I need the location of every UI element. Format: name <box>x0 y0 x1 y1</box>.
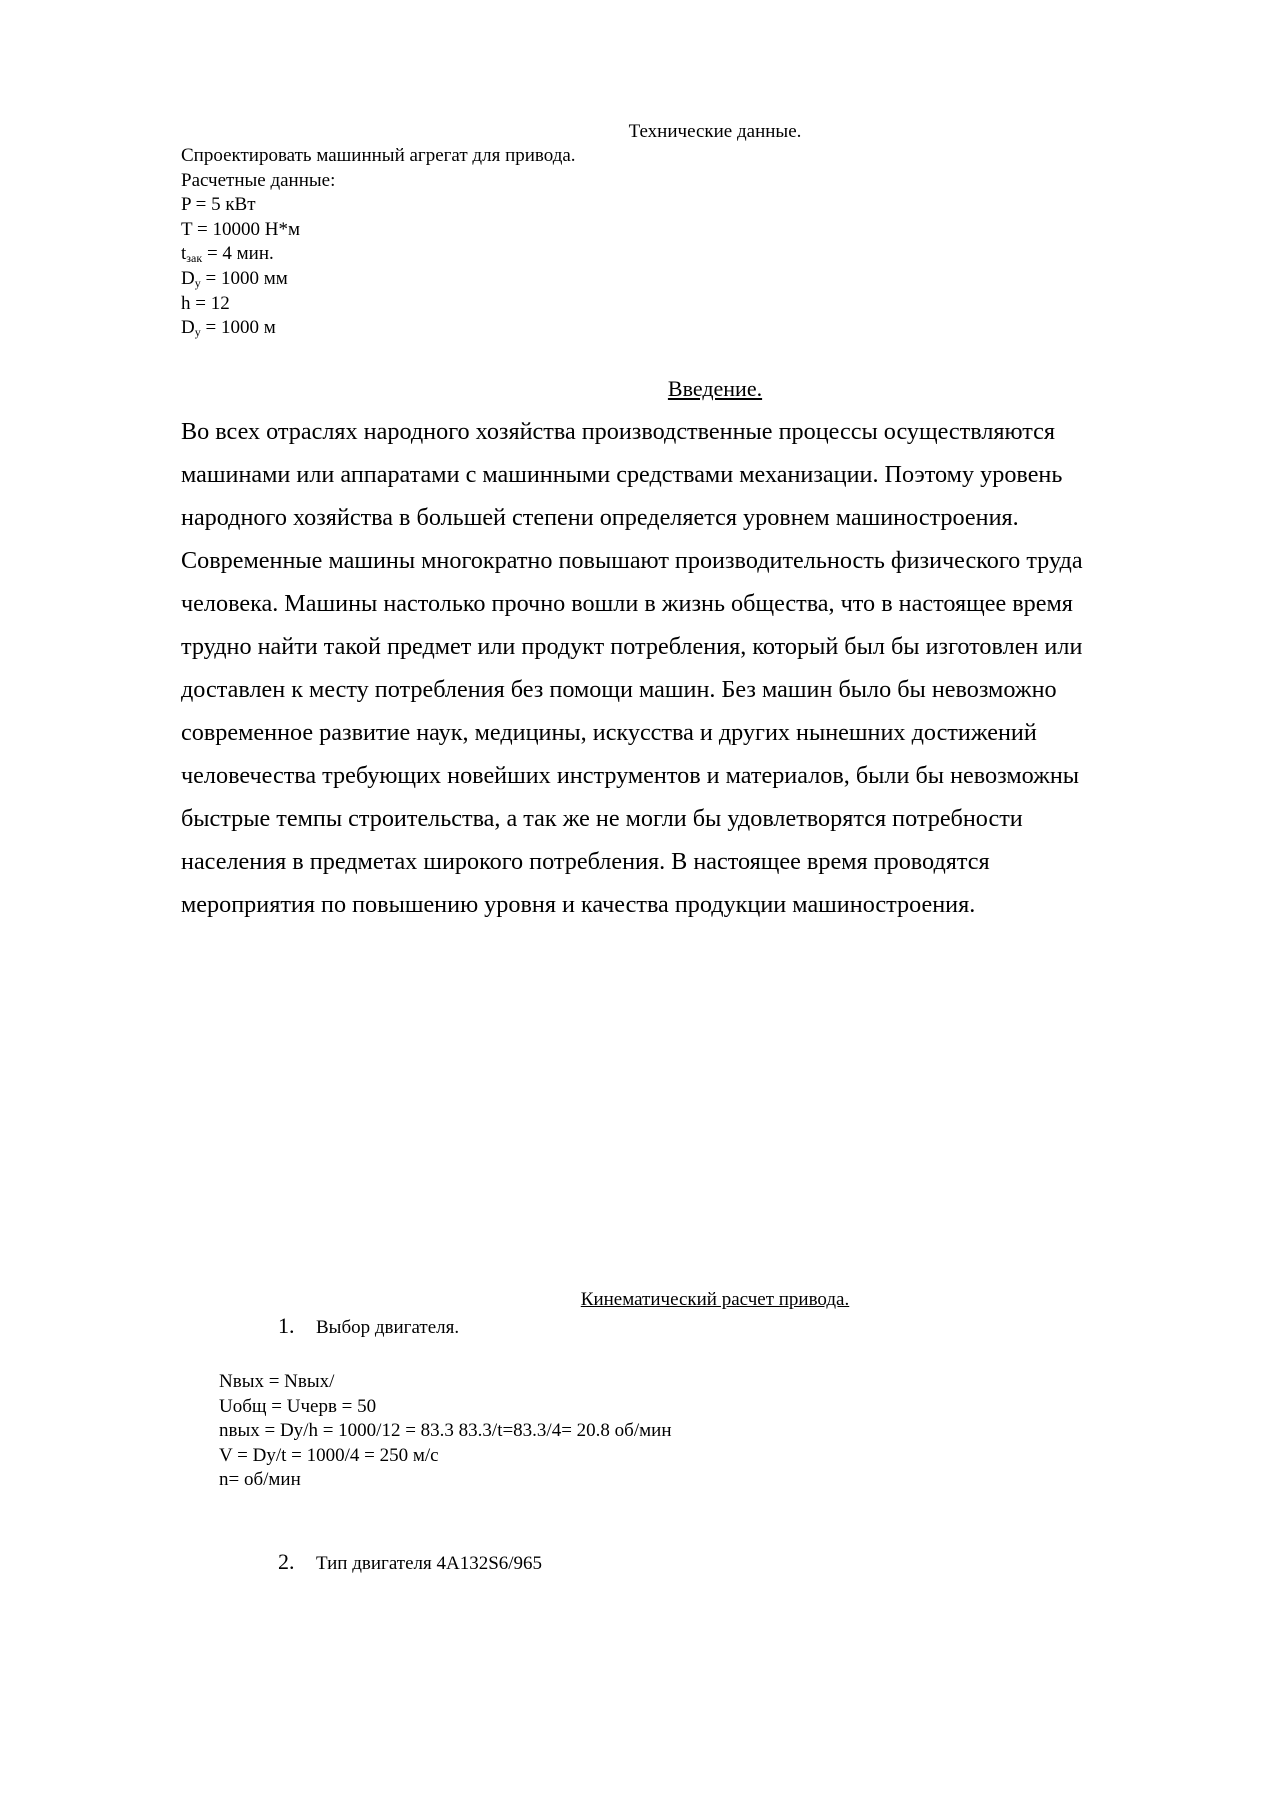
list-number: 2. <box>278 1549 295 1574</box>
paragraph-line: Во всех отраслях народного хозяйства производственные процессы осуществляются <box>181 418 1055 445</box>
task-statement: Спроектировать машинный агрегат для привода. <box>181 145 576 166</box>
paragraph-line: народного хозяйства в большей степени определяется уровнем машиностроения. <box>181 504 1019 531</box>
paragraph-line: человечества требующих новейших инструментов и материалов, были бы невозможны <box>181 762 1080 789</box>
list-item-text: Выбор двигателя. <box>316 1317 460 1338</box>
paragraph-line: мероприятия по повышению уровня и качества продукции машиностроения. <box>181 891 976 918</box>
diameter-value-2: $D_у = 1000$ м <box>181 317 276 340</box>
paragraph-line: доставлен к месту потребления без помощи машин. Без машин было бы невозможно <box>181 676 1057 703</box>
list-item-text: Тип двигателя 4А132S6/965 <box>316 1553 543 1574</box>
calc-line: Uобщ = Uчерв = 50 <box>219 1395 377 1417</box>
paragraph-line: человека. Машины настолько прочно вошли в жизнь общества, что в настоящее время <box>181 590 1073 617</box>
calc-line: V = Dy/t = 1000/4 = 250 м/с <box>219 1444 439 1466</box>
calc-line: n= об/мин <box>219 1469 301 1491</box>
introduction-paragraph <box>181 410 1181 926</box>
paragraph-line: трудно найти такой предмет или продукт потребления, который был бы изготовлен или <box>181 633 1083 660</box>
diameter-value-1: $D_у = 1000$ мм <box>181 267 288 290</box>
list-item-engine-type <box>278 1550 542 1576</box>
paragraph-line: быстрые темпы строительства, а так же не могли бы удовлетворятся потребности <box>181 805 1023 832</box>
paragraph-line: Современные машины многократно повышают производительность физического труда <box>181 547 1083 574</box>
list-number: 1. <box>278 1313 295 1338</box>
calc-data-header: Расчетные данные: <box>181 169 336 191</box>
power-value: P = 5 кВт <box>181 194 256 216</box>
calc-line: nвых = Dy/h = 1000/12 = 83.3 83.3/t=83.3/4= 20.8 об/мин <box>219 1420 672 1442</box>
closing-time-value: $t_{зак} = 4$ мин. <box>181 243 274 266</box>
h-value: h = 12 <box>181 292 230 314</box>
technical-data-title: Технические данные. <box>628 121 802 142</box>
paragraph-line: населения в предметах широкого потребления. В настоящее время проводятся <box>181 848 990 875</box>
list-item-engine-choice <box>278 1314 459 1340</box>
calculation-block <box>219 1370 671 1493</box>
torque-value: T = 10000 Н*м <box>181 218 300 240</box>
kinematic-calc-title: Кинематический расчет привода. <box>580 1289 850 1310</box>
technical-data-block <box>181 144 576 341</box>
calc-line: Nвых = Nвых/ <box>219 1371 335 1392</box>
paragraph-line: современное развитие наук, медицины, искусства и других нынешних достижений <box>181 719 1037 746</box>
paragraph-line: машинами или аппаратами с машинными средствами механизации. Поэтому уровень <box>181 461 1063 488</box>
introduction-title: Введение. <box>667 376 763 401</box>
